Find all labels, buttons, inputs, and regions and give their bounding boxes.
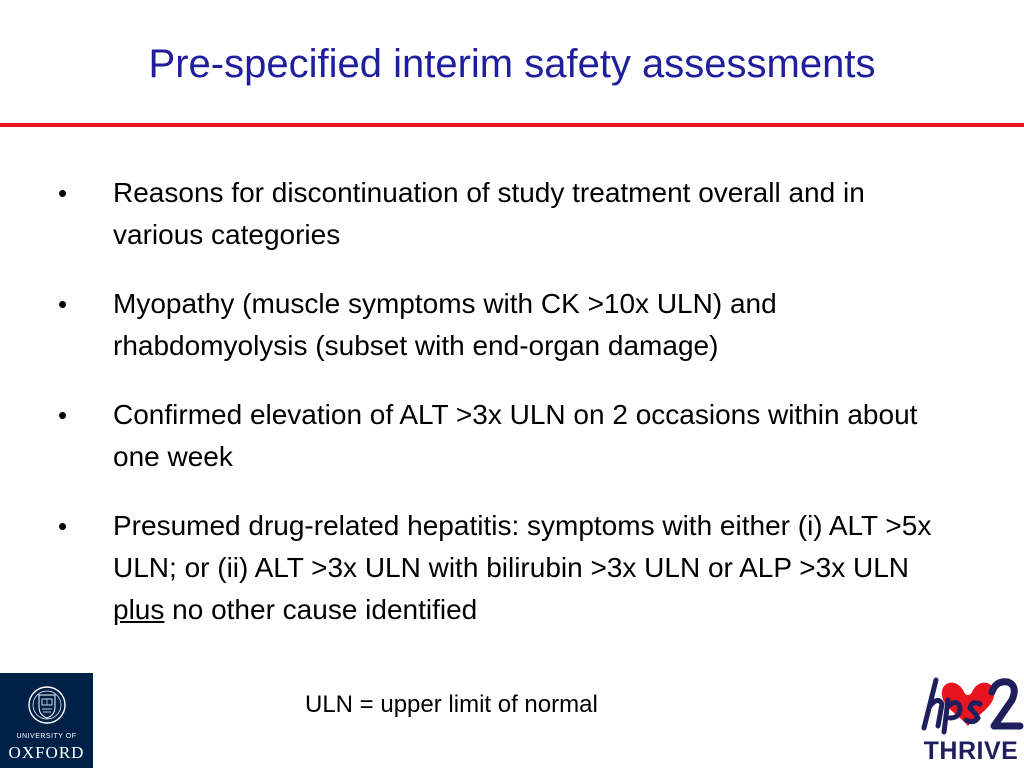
footnote: ULN = upper limit of normal bbox=[305, 691, 598, 718]
oxford-logo-line2: OXFORD bbox=[8, 743, 85, 762]
bullet-text: Reasons for discontinuation of study treatment overall and in various categories bbox=[113, 177, 865, 250]
bullet-text bbox=[113, 510, 931, 625]
bullet-list bbox=[0, 172, 1024, 658]
bullet-item bbox=[0, 505, 953, 631]
bullet-item bbox=[0, 283, 953, 367]
bullet-item bbox=[0, 394, 953, 478]
bullet-text-part: Presumed drug-related hepatitis: symptoms with either (i) ALT >5x ULN; or (ii) ALT >3x ULN with bilirubin >3x ULN or ALP >3x ULN bbox=[113, 510, 932, 583]
oxford-logo bbox=[0, 673, 93, 768]
bullet-marker: • bbox=[58, 178, 68, 208]
slide-title: Pre-specified interim safety assessments bbox=[148, 42, 876, 86]
bullet-text: Myopathy (muscle symptoms with CK >10x ULN) and rhabdomyolysis (subset with end-organ damage) bbox=[113, 288, 777, 361]
hps-heart-icon bbox=[918, 670, 1024, 738]
bullet-item bbox=[0, 172, 953, 256]
oxford-crest-icon bbox=[27, 681, 67, 731]
bullet-marker: • bbox=[58, 289, 68, 319]
bullet-marker: • bbox=[58, 511, 68, 541]
bullet-marker: • bbox=[58, 400, 68, 430]
title-divider bbox=[0, 123, 1024, 127]
oxford-logo-line1: UNIVERSITY OF bbox=[16, 733, 77, 740]
bullet-text: Confirmed elevation of ALT >3x ULN on 2 occasions within about one week bbox=[113, 399, 918, 472]
underlined-word: plus bbox=[113, 594, 165, 625]
bullet-text-part: no other cause identified bbox=[164, 594, 478, 625]
thrive-wordmark: THRIVE bbox=[923, 737, 1019, 765]
